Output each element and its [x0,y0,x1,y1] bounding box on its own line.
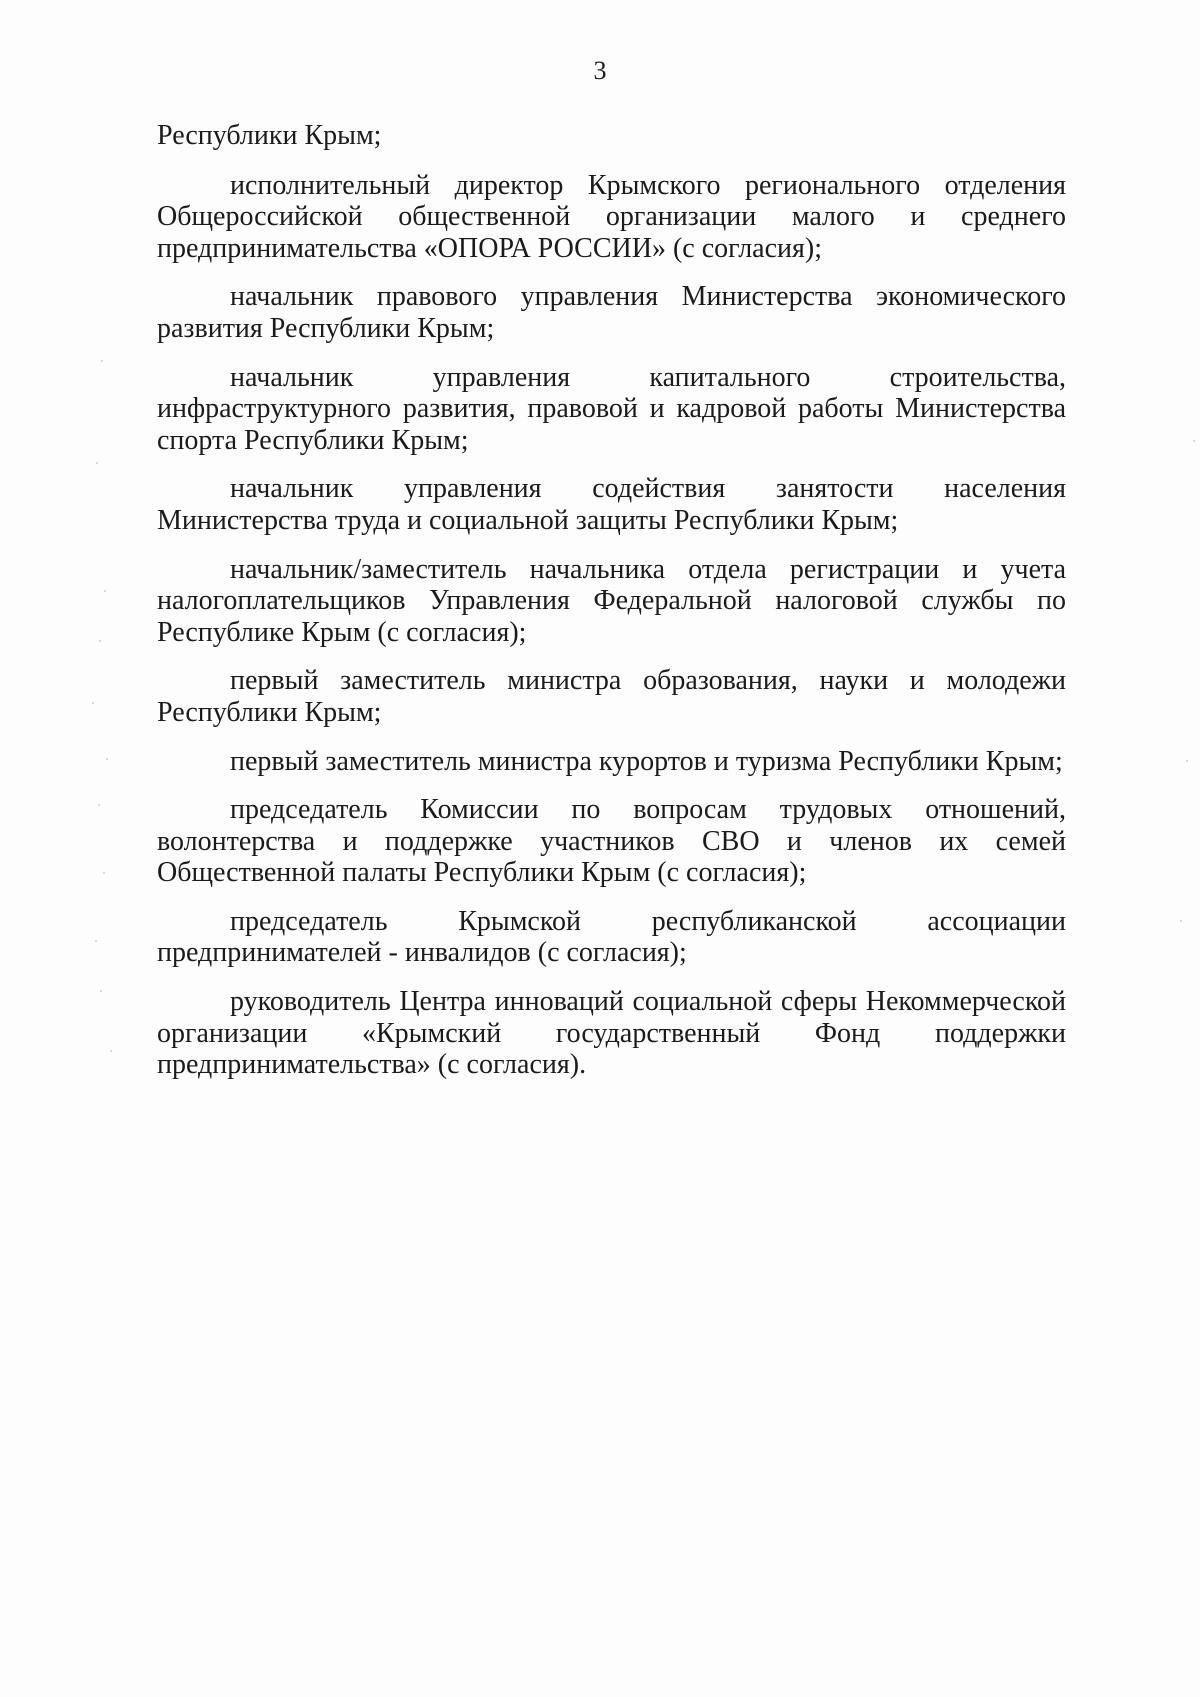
member-list [157,120,1066,1098]
list-item: председатель Крымской республиканской ассоциации предпринимателей - инвалидов (с согласия); [157,905,1066,969]
list-item: Республики Крым; [157,120,382,151]
list-item: первый заместитель министра образования, науки и молодежи Республики Крым; [157,665,1066,728]
list-item: первый заместитель министра курортов и туризма Республики Крым; [230,745,1063,777]
list-item: начальник правового управления Министерства экономического развития Республики Крым; [157,281,1066,344]
list-item: руководитель Центра инноваций социальной сферы Некоммерческой организации «Крымский государственный Фонд поддержки предпринимательства» (с согласия). [157,986,1066,1081]
list-item: начальник управления капитального строительства, инфраструктурного развития, правовой и кадровой работы Министерства спорта Республики Крым; [157,361,1066,456]
page-number: 3 [593,56,607,85]
list-item: председатель Комиссии по вопросам трудовых отношений, волонтерства и поддержке участников СВО и членов их семей Общественной палаты Республики Крым (с согласия); [157,794,1066,889]
list-item: начальник/заместитель начальника отдела регистрации и учета налогоплательщиков Управления Федеральной налоговой службы по Республике Крым (с согласия); [157,553,1066,648]
list-item: исполнительный директор Крымского регионального отделения Общероссийской общественной организации малого и среднего предпринимательства «ОПОРА РОССИИ» (с согласия); [157,169,1066,264]
list-item: начальник управления содействия занятости населения Министерства труда и социальной защиты Республики Крым; [157,473,1066,536]
